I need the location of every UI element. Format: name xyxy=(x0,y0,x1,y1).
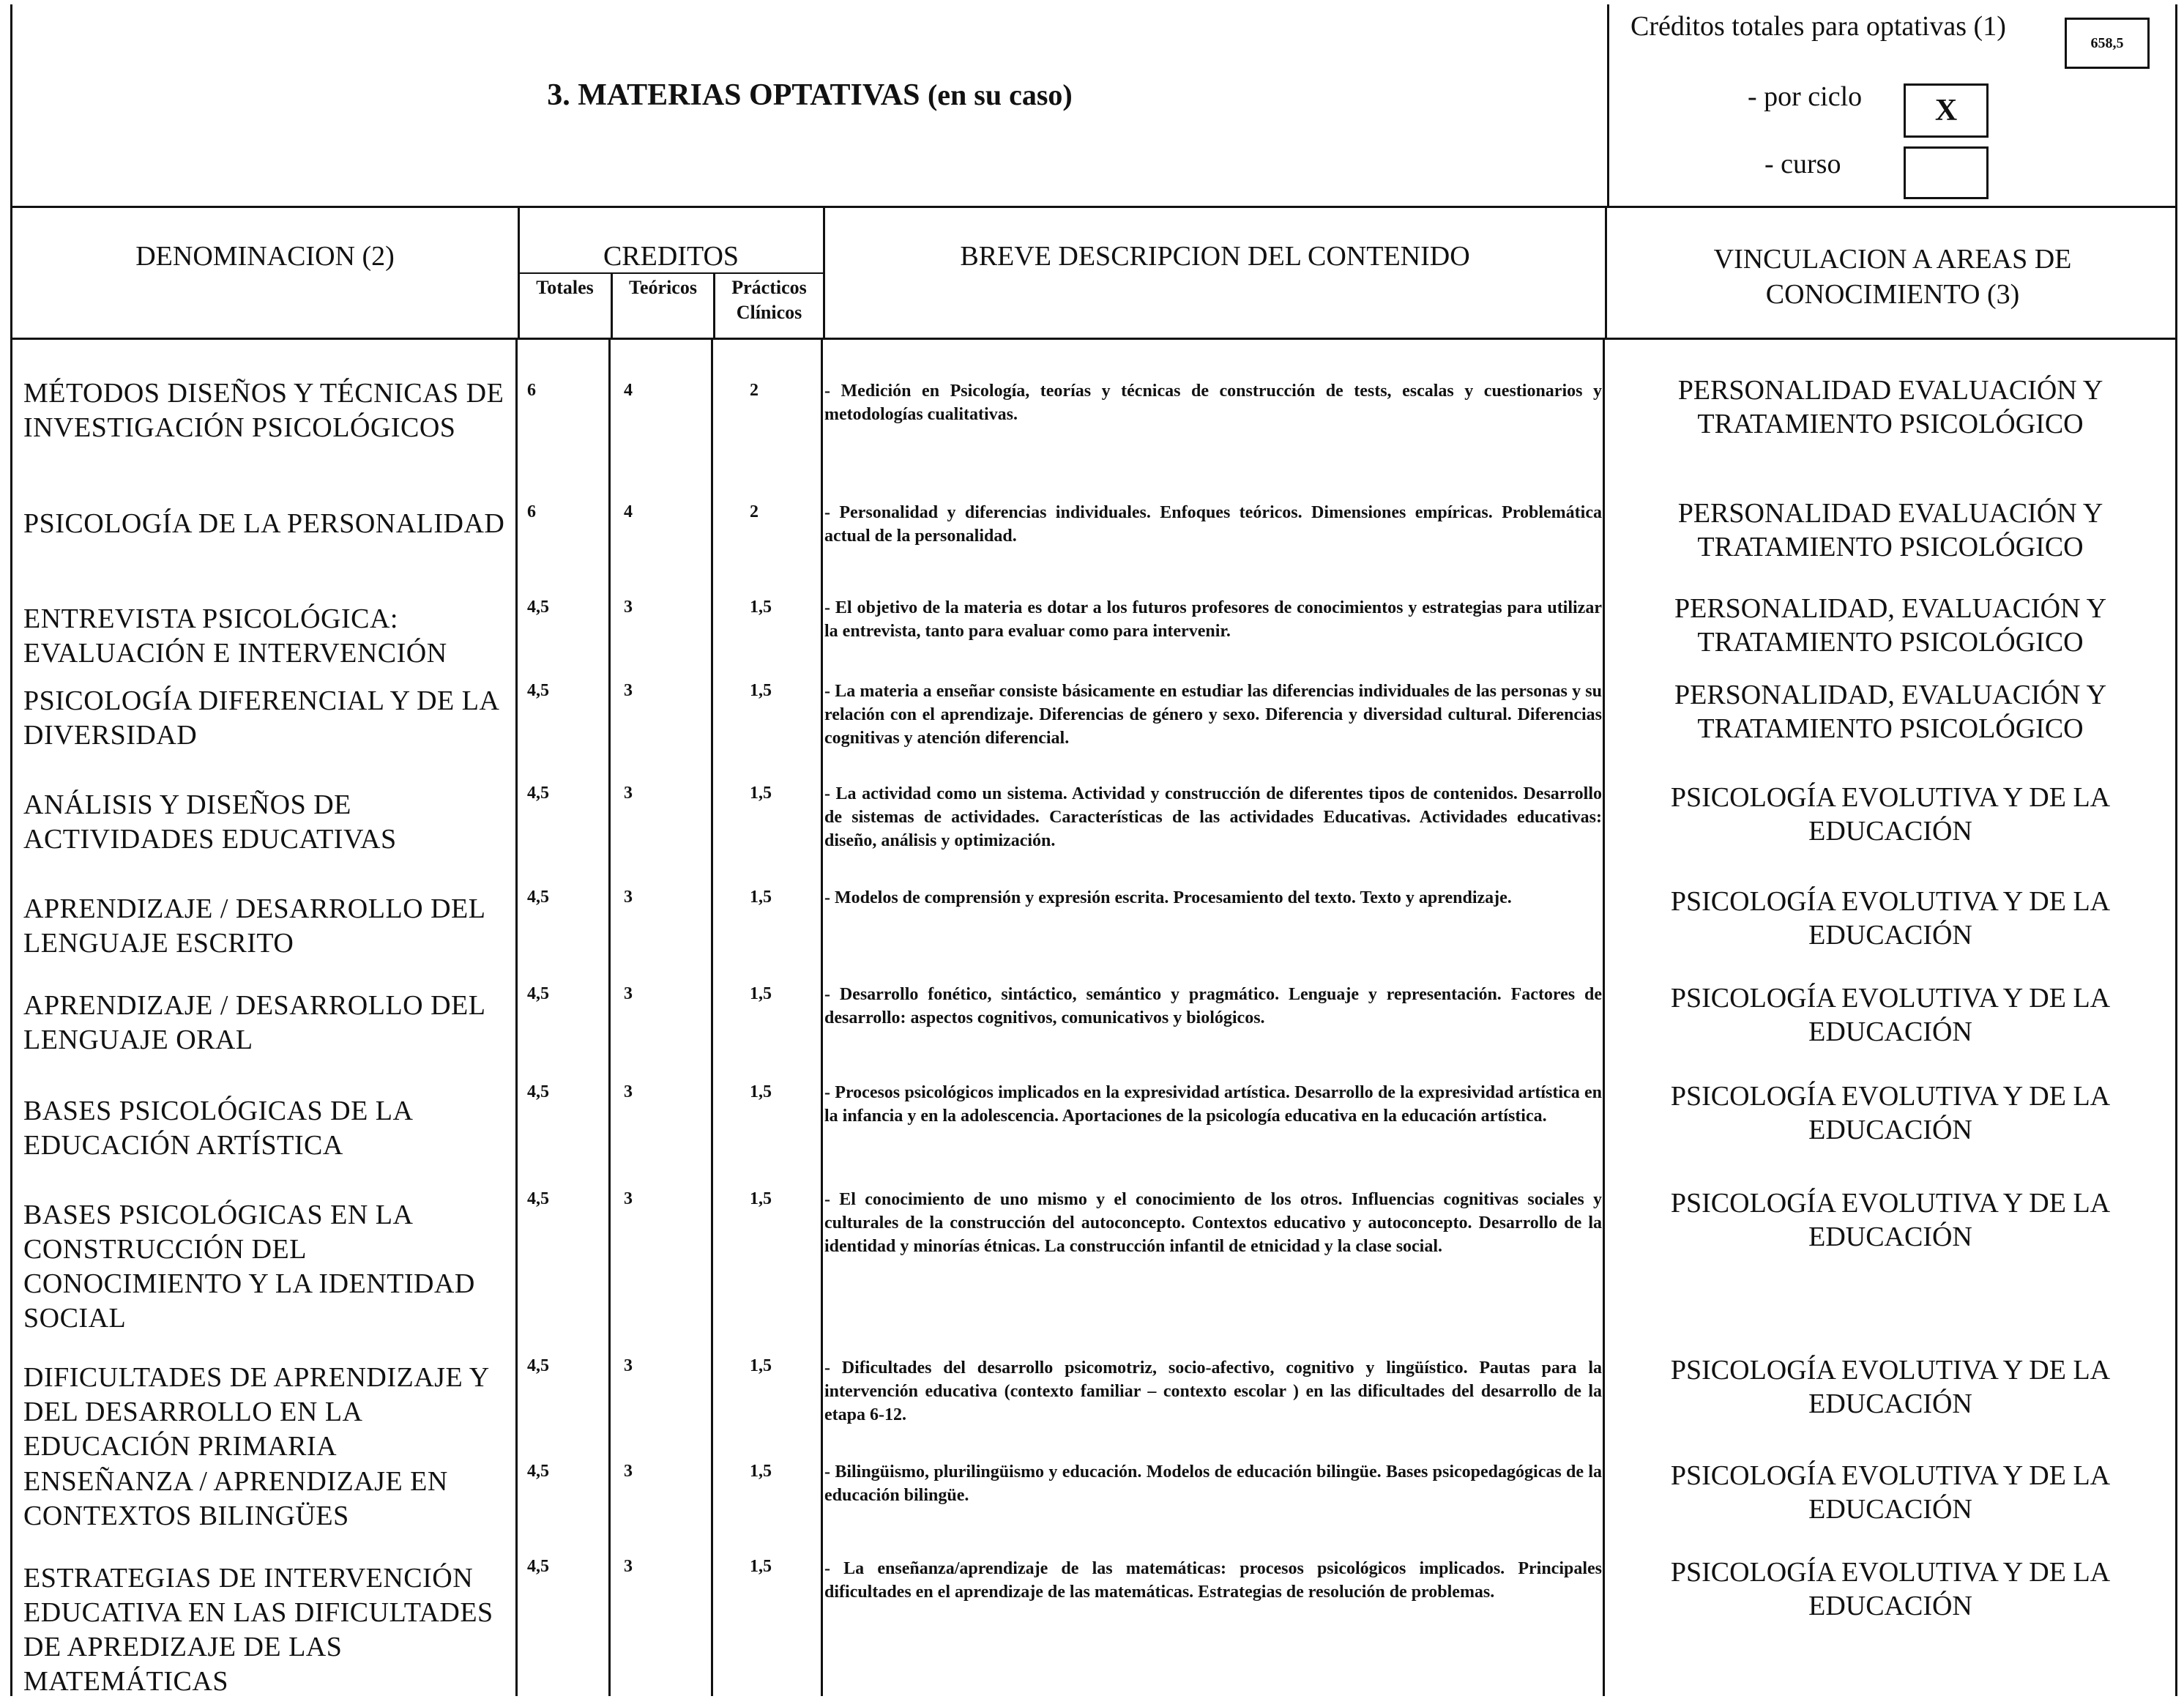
row-area: PSICOLOGÍA EVOLUTIVA Y DE LA EDUCACIÓN xyxy=(1670,1188,2111,1252)
header-vinculacion-line1: VINCULACION A AREAS DE xyxy=(1713,244,2072,275)
row-teoricos: 3 xyxy=(624,681,633,700)
row-totales: 4,5 xyxy=(527,681,549,700)
row-totales: 4,5 xyxy=(527,784,549,803)
row-descripcion: - Medición en Psicología, teorías y técnicas de construcción de tests, escalas y cuestionarios y metodologías cualitativas. xyxy=(824,382,1602,424)
row-descripcion: - Modelos de comprensión y expresión escrita. Procesamiento del texto. Texto y aprendizaje. xyxy=(824,888,1512,907)
curso-box xyxy=(1904,146,1989,199)
header-denominacion: DENOMINACION (2) xyxy=(135,241,395,272)
row-denominacion: PSICOLOGÍA DE LA PERSONALIDAD xyxy=(23,508,505,539)
row-descripcion: - La materia a enseñar consiste básicamente en estudiar las diferencias individuales de las personas y su relación con el aprendizaje. Diferencias de género y sexo. Diferencia y diversidad cultural. Diferencias cognitivas y atención diferencial. xyxy=(824,682,1602,748)
row-teoricos: 3 xyxy=(624,1082,633,1101)
row-totales: 4,5 xyxy=(527,1189,549,1208)
column-divider xyxy=(518,208,520,340)
column-divider xyxy=(823,208,825,340)
title-suffix: (en su caso) xyxy=(927,78,1073,111)
header-vinculacion-line2: CONOCIMIENTO (3) xyxy=(1765,279,2020,310)
row-totales: 4,5 xyxy=(527,1557,549,1576)
header-creditos: CREDITOS xyxy=(603,241,739,272)
header-descripcion: BREVE DESCRIPCION DEL CONTENIDO xyxy=(960,241,1470,272)
header-teoricos: Teóricos xyxy=(629,277,697,298)
column-divider xyxy=(821,340,823,1696)
row-practicos: 1,5 xyxy=(750,681,772,700)
row-descripcion: - Personalidad y diferencias individuales. Enfoques teóricos. Dimensiones empíricas. Problemática actual de la personalidad. xyxy=(824,503,1602,546)
row-denominacion: BASES PSICOLÓGICAS DE LA EDUCACIÓN ARTÍSTICA xyxy=(23,1096,412,1161)
row-area: PSICOLOGÍA EVOLUTIVA Y DE LA EDUCACIÓN xyxy=(1670,983,2111,1047)
curso-label: - curso xyxy=(1764,149,1841,179)
row-descripcion: - Desarrollo fonético, sintáctico, semántico y pragmático. Lenguaje y representación. Factores de desarrollo: aspectos cognitivos, comunicativos y biológicos. xyxy=(824,985,1602,1027)
row-practicos: 1,5 xyxy=(750,984,772,1003)
row-descripcion: - Dificultades del desarrollo psicomotriz, socio-afectivo, cognitivo y lingüístico. Pautas para la intervención educativa (contexto familiar – contexto escolar ) en las dificultades del desarrollo de la etapa 6-12. xyxy=(824,1358,1602,1424)
row-teoricos: 4 xyxy=(624,381,633,400)
row-area: PERSONALIDAD, EVALUACIÓN Y TRATAMIENTO PSICOLÓGICO xyxy=(1674,593,2107,658)
row-practicos: 2 xyxy=(750,381,759,400)
row-descripcion: - Procesos psicológicos implicados en la expresividad artística. Desarrollo de la expresividad artística en la infancia y en la adolescencia. Aportaciones de la psicología educativa en la educación artística. xyxy=(824,1083,1602,1126)
row-area: PERSONALIDAD EVALUACIÓN Y TRATAMIENTO PSICOLÓGICO xyxy=(1677,498,2103,562)
document-header xyxy=(10,4,2177,208)
header-totales: Totales xyxy=(536,277,594,298)
header-practicos-clinicos xyxy=(715,275,823,325)
row-area: PERSONALIDAD EVALUACIÓN Y TRATAMIENTO PSICOLÓGICO xyxy=(1677,375,2103,439)
row-area: PSICOLOGÍA EVOLUTIVA Y DE LA EDUCACIÓN xyxy=(1670,1355,2111,1419)
row-denominacion: ENTREVISTA PSICOLÓGICA: EVALUACIÓN E INTERVENCIÓN xyxy=(23,603,447,669)
header-practicos: Prácticos xyxy=(731,277,807,298)
por-ciclo-box: X xyxy=(1904,83,1989,138)
page-title xyxy=(12,78,1607,113)
table-header xyxy=(10,208,2177,340)
por-ciclo-label: - por ciclo xyxy=(1748,81,1863,112)
row-descripcion: - La enseñanza/aprendizaje de las matemáticas: procesos psicológicos implicados. Principales dificultades en el aprendizaje de las matemáticas. Estrategias de resolución de problemas. xyxy=(824,1559,1602,1602)
row-denominacion: DIFICULTADES DE APRENDIZAJE Y DEL DESARROLLO EN LA EDUCACIÓN PRIMARIA xyxy=(23,1362,489,1462)
row-area: PSICOLOGÍA EVOLUTIVA Y DE LA EDUCACIÓN xyxy=(1670,782,2111,847)
row-area: PSICOLOGÍA EVOLUTIVA Y DE LA EDUCACIÓN xyxy=(1670,1460,2111,1525)
row-practicos: 1,5 xyxy=(750,1189,772,1208)
header-vinculacion xyxy=(1607,242,2178,312)
header-divider xyxy=(1607,4,1609,206)
row-practicos: 1,5 xyxy=(750,598,772,617)
row-practicos: 1,5 xyxy=(750,1462,772,1481)
creditos-totales-label: Créditos totales para optativas (1) xyxy=(1630,11,2006,42)
title-text: 3. MATERIAS OPTATIVAS xyxy=(547,78,920,112)
header-clinicos: Clínicos xyxy=(736,302,802,323)
row-denominacion: PSICOLOGÍA DIFERENCIAL Y DE LA DIVERSIDAD xyxy=(23,685,499,751)
row-descripcion: - El objetivo de la materia es dotar a los futuros profesores de conocimientos y estrategias para utilizar la entrevista, tanto para evaluar como para intervenir. xyxy=(824,598,1602,641)
row-area: PSICOLOGÍA EVOLUTIVA Y DE LA EDUCACIÓN xyxy=(1670,1081,2111,1145)
row-teoricos: 3 xyxy=(624,784,633,803)
row-totales: 4,5 xyxy=(527,598,549,617)
row-denominacion: ESTRATEGIAS DE INTERVENCIÓN EDUCATIVA EN LAS DIFICULTADES DE APREDIZAJE DE LAS MATEMÁTICAS xyxy=(23,1563,493,1697)
row-denominacion: MÉTODOS DISEÑOS Y TÉCNICAS DE INVESTIGACIÓN PSICOLÓGICOS xyxy=(23,378,504,443)
row-teoricos: 3 xyxy=(624,888,633,907)
row-area: PSICOLOGÍA EVOLUTIVA Y DE LA EDUCACIÓN xyxy=(1670,886,2111,951)
table-body xyxy=(10,340,2177,1696)
column-divider xyxy=(711,340,713,1696)
row-totales: 4,5 xyxy=(527,888,549,907)
row-denominacion: ENSEÑANZA / APRENDIZAJE EN CONTEXTOS BILINGÜES xyxy=(23,1466,448,1531)
row-practicos: 1,5 xyxy=(750,784,772,803)
row-totales: 4,5 xyxy=(527,984,549,1003)
row-practicos: 1,5 xyxy=(750,1557,772,1576)
row-denominacion: ANÁLISIS Y DISEÑOS DE ACTIVIDADES EDUCATIVAS xyxy=(23,789,397,855)
row-denominacion: APRENDIZAJE / DESARROLLO DEL LENGUAJE ESCRITO xyxy=(23,893,485,959)
row-denominacion: BASES PSICOLÓGICAS EN LA CONSTRUCCIÓN DEL CONOCIMIENTO Y LA IDENTIDAD SOCIAL xyxy=(23,1200,475,1334)
table-left-border xyxy=(10,340,12,1696)
row-descripcion: - La actividad como un sistema. Actividad y construcción de diferentes tipos de contenidos. Desarrollo de sistemas de actividades. Características de las actividades Educativas. Actividades educativas: diseño, análisis y optimización. xyxy=(824,784,1602,850)
row-practicos: 1,5 xyxy=(750,1082,772,1101)
row-descripcion: - Bilingüismo, plurilingüismo y educación. Modelos de educación bilingüe. Bases psicopedagógicas de la educación bilingüe. xyxy=(824,1462,1602,1505)
row-area: PSICOLOGÍA EVOLUTIVA Y DE LA EDUCACIÓN xyxy=(1670,1557,2111,1621)
row-teoricos: 4 xyxy=(624,502,633,521)
row-teoricos: 3 xyxy=(624,1462,633,1481)
row-teoricos: 3 xyxy=(624,1189,633,1208)
creditos-totales-box: 658,5 xyxy=(2065,18,2150,69)
row-teoricos: 3 xyxy=(624,598,633,617)
row-denominacion: APRENDIZAJE / DESARROLLO DEL LENGUAJE ORAL xyxy=(23,990,485,1055)
row-teoricos: 3 xyxy=(624,1356,633,1375)
row-totales: 4,5 xyxy=(527,1462,549,1481)
row-area: PERSONALIDAD, EVALUACIÓN Y TRATAMIENTO PSICOLÓGICO xyxy=(1674,680,2107,744)
row-teoricos: 3 xyxy=(624,1557,633,1576)
row-practicos: 2 xyxy=(750,502,759,521)
row-totales: 6 xyxy=(527,381,536,400)
row-teoricos: 3 xyxy=(624,984,633,1003)
row-practicos: 1,5 xyxy=(750,1356,772,1375)
creditos-underline xyxy=(519,272,823,274)
row-totales: 4,5 xyxy=(527,1082,549,1101)
row-practicos: 1,5 xyxy=(750,888,772,907)
row-totales: 6 xyxy=(527,502,536,521)
column-divider xyxy=(608,340,611,1696)
row-descripcion: - El conocimiento de uno mismo y el conocimiento de los otros. Influencias cognitivas sociales y culturales de la construcción del autoconcepto. Contextos educativo y autoconcepto. Desarrollo de la identidad y minorías étnicas. La construcción infantil de etnicidad y la clase social. xyxy=(824,1190,1602,1256)
row-totales: 4,5 xyxy=(527,1356,549,1375)
